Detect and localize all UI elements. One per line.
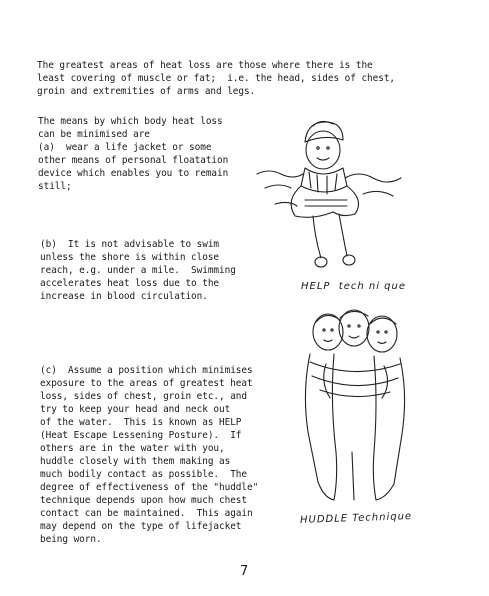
means-paragraph: The means by which body heat loss can be minimised are (a) wear a life jacket or some other means of personal floatation device which enables you to remain still; <box>38 116 229 192</box>
page-number: 7 <box>240 564 249 579</box>
intro-paragraph: The greatest areas of heat loss are those where there is the least covering of muscle or fat; i.e. the head, sides of chest, groin and extremities of arms and legs. <box>37 60 396 97</box>
help-technique-caption: HELP tech ni que <box>301 281 407 292</box>
huddle-technique-caption: HUDDLE Technique <box>299 511 413 526</box>
huddle-technique-illustration <box>290 302 420 512</box>
point-c-paragraph: (c) Assume a position which minimises exposure to the areas of greatest heat loss, sides of chest, groin etc., and try to keep your head and neck out of the water. This is known as HELP (Heat Escape Lessening Posture). If others are in the water with you, huddle closely with them making as much bodily contact as possible. The degree of effectiveness of the "huddle" technique depends upon how much chest contact can be maintained. This again may depend on the type of lifejacket being worn. <box>40 365 259 545</box>
help-technique-illustration <box>255 108 465 278</box>
point-b-paragraph: (b) It is not advisable to swim unless the shore is within close reach, e.g. under a mile. Swimming accelerates heat loss due to the increase in blood circulation. <box>40 239 236 302</box>
